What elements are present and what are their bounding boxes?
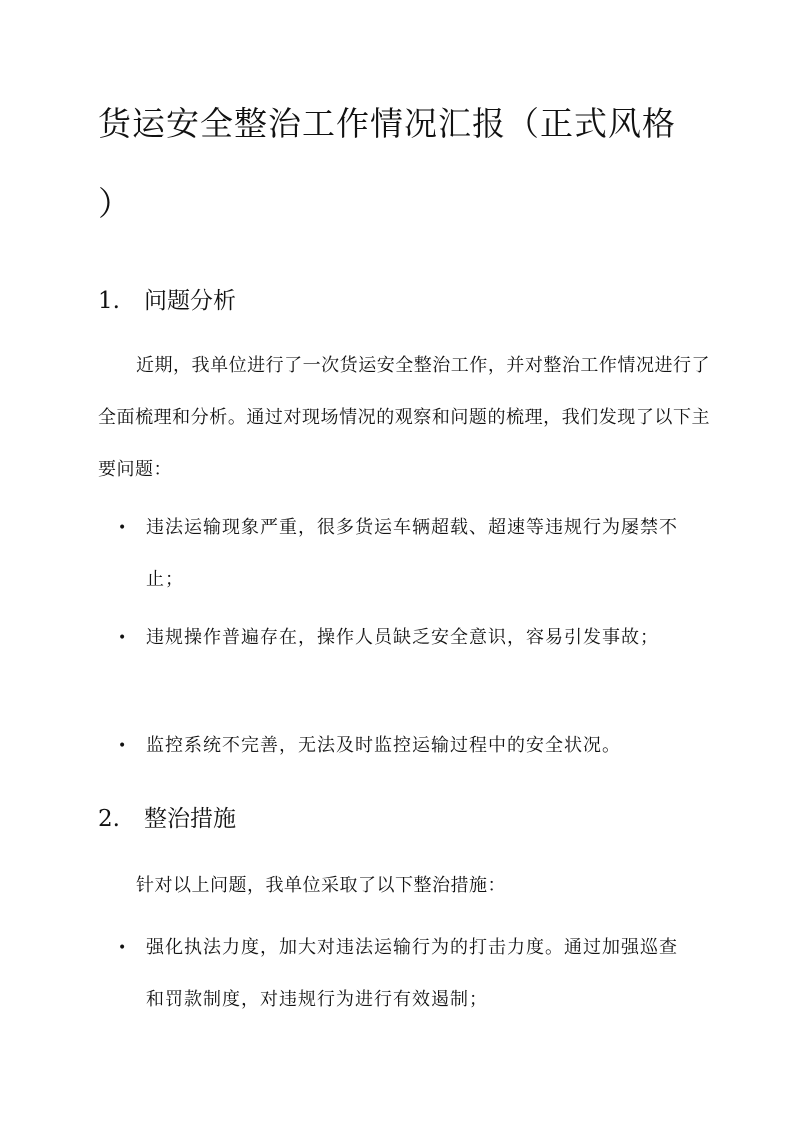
section-2-heading: [98, 800, 236, 833]
list-item-text: 违法运输现象严重，很多货运车辆超载、超速等违规行为屡禁不止；: [146, 517, 678, 590]
document-title-line-2: ）: [98, 184, 132, 223]
bullet-icon: •: [118, 520, 128, 536]
document-title-line-1: 货运安全整治工作情况汇报（正式风格: [98, 104, 676, 143]
section-1-heading: [98, 282, 236, 315]
section-1-number: 1.: [98, 288, 120, 314]
list-item-text: 强化执法力度，加大对违法运输行为的打击力度。通过加强巡查和罚款制度，对违规行为进行有效遏制；: [146, 937, 678, 1010]
section-2-number: 2.: [98, 806, 120, 832]
section-1-intro: 近期，我单位进行了一次货运安全整治工作，并对整治工作情况进行了全面梳理和分析。通过对现场情况的观察和问题的梳理，我们发现了以下主要问题：: [98, 355, 710, 480]
list-item-text: 监控系统不完善，无法及时监控运输过程中的安全状况。: [146, 735, 621, 756]
section-2-title: 整治措施: [144, 806, 236, 832]
section-2-intro: 针对以上问题，我单位采取了以下整治措施：: [136, 875, 506, 896]
section-1-title: 问题分析: [144, 288, 236, 314]
list-item: [118, 502, 688, 606]
list-item: [118, 720, 688, 772]
list-item-text: 违规操作普遍存在，操作人员缺乏安全意识，容易引发事故；: [146, 627, 659, 648]
list-item: [118, 922, 688, 1026]
bullet-icon: •: [118, 940, 128, 956]
list-item: [118, 612, 688, 664]
bullet-icon: •: [118, 738, 128, 754]
bullet-icon: •: [118, 630, 128, 646]
